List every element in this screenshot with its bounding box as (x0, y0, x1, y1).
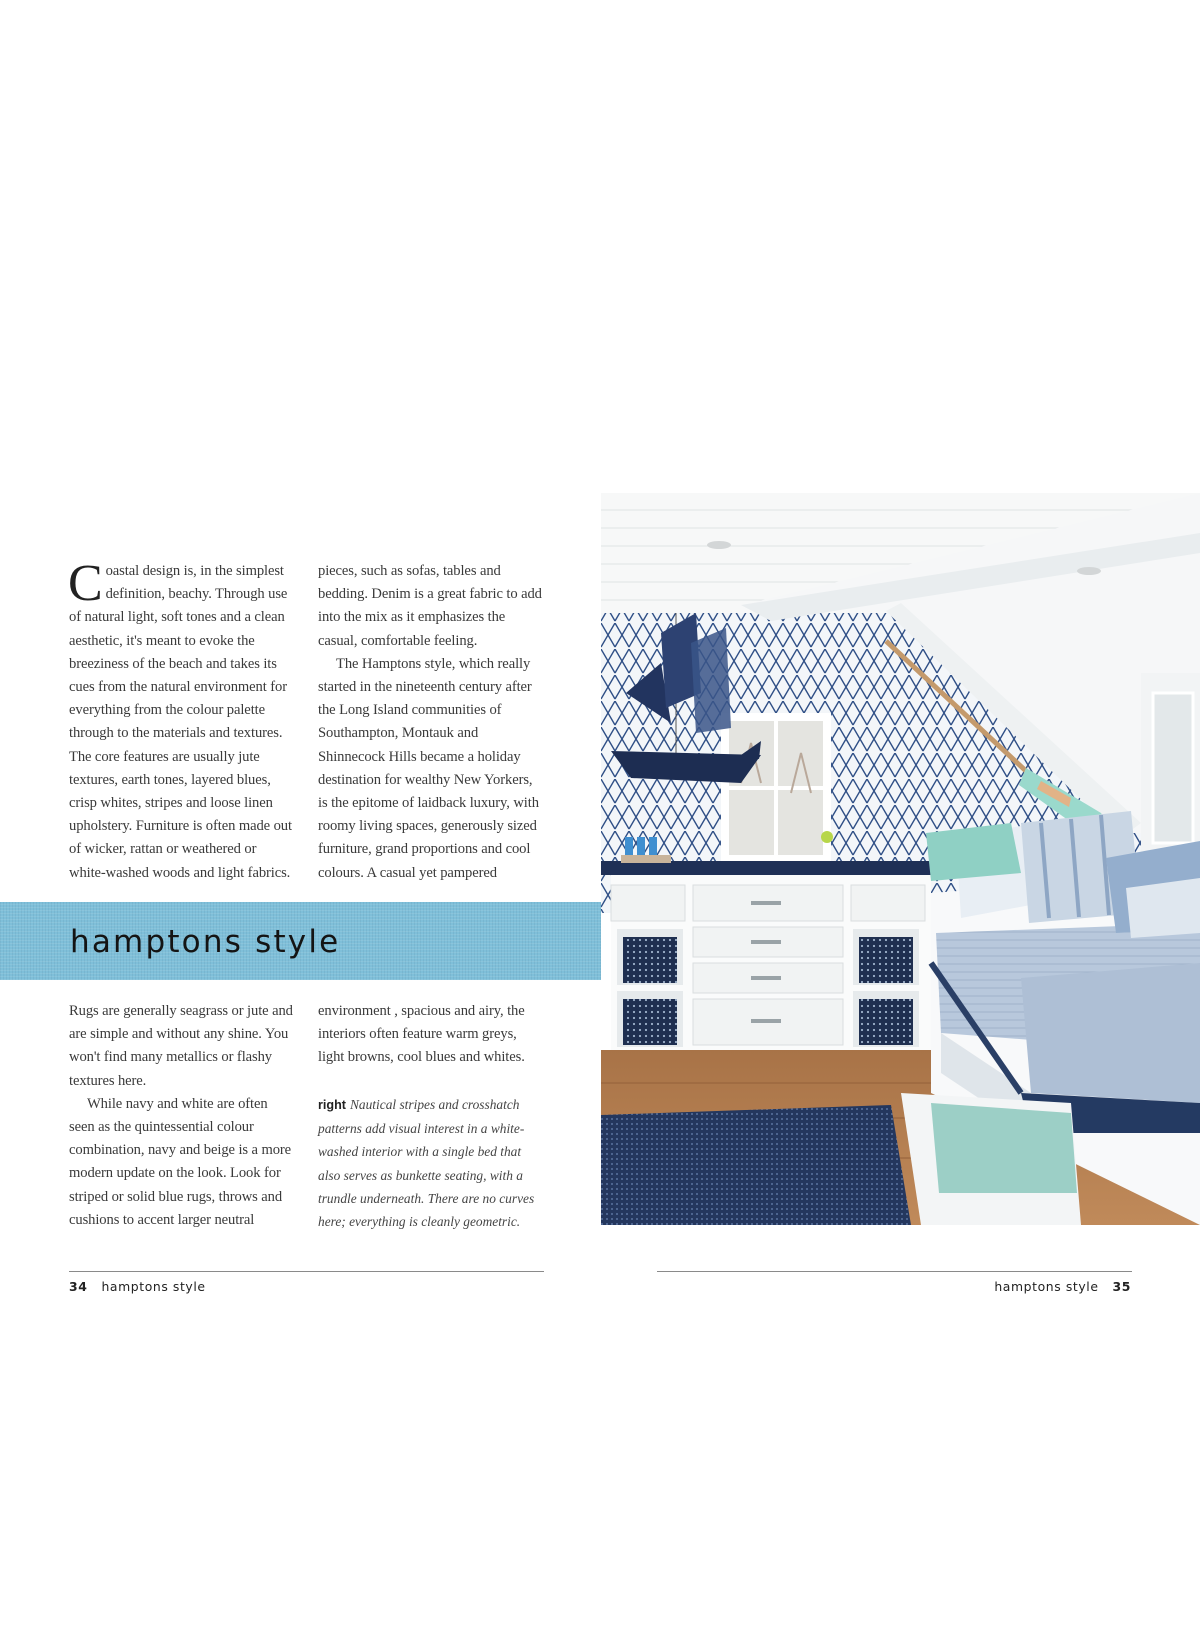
intro-paragraph-3: The Hamptons style, which really started in the nineteenth century after the Long Island communities of Southampton, Montauk and Shinnecock Hills became a holiday destination for wealthy New Yorkers, is the epitome of laidback luxury, with roomy living spaces, generously sized furniture, grand proportions and cool colours. A casual yet pampered (318, 655, 539, 881)
bedroom-photo (601, 493, 1200, 1225)
folio-left (69, 1279, 206, 1294)
intro-paragraph-2: pieces, such as sofas, tables and bedding. Denim is a great fabric to add into the mix as it emphasizes the casual, comfortable feeling. (318, 563, 542, 649)
photo-caption (318, 1093, 544, 1233)
section-title-band (0, 902, 601, 980)
intro-column-2 (318, 560, 544, 885)
body-paragraph-3: environment , spacious and airy, the interiors often feature warm greys, light browns, cool blues and whites. (318, 1003, 525, 1066)
drop-cap: C (68, 555, 103, 612)
running-title-left: hamptons style (101, 1279, 206, 1294)
body-column-2 (318, 1000, 544, 1070)
running-title-right: hamptons style (994, 1279, 1099, 1294)
caption-text: Nautical stripes and crosshatch patterns add visual interest in a white-washed interior with a single bed that also serves as bunkette seating, with a trundle underneath. There are no curves here; everything is cleanly geometric. (318, 1097, 535, 1230)
page-number-right: 35 (1112, 1279, 1131, 1294)
intro-paragraph-1: oastal design is, in the simplest definition, beachy. Through use of natural light, soft tones and a clean aesthetic, it's meant to evoke the breeziness of the beach and takes its cues from the natural environment for everything from the colour palette through to the materials and textures. The core features are usually jute textures, earth tones, layered blues, crisp whites, stripes and loose linen upholstery. Furniture is often made out of wicker, rattan or weathered or white-washed woods and light fabrics. (69, 563, 292, 881)
section-title: hamptons style (70, 924, 341, 960)
body-column-1 (69, 1000, 295, 1232)
folio-right (994, 1279, 1131, 1294)
body-paragraph-2: While navy and white are often seen as the quintessential colour combination, navy and beige is a more modern update on the look. Look for striped or solid blue rugs, throws and cushions to accent larger neutral (69, 1095, 292, 1228)
footer-rule-right (657, 1271, 1132, 1272)
body-paragraph-1: Rugs are generally seagrass or jute and are simple and without any shine. You won't find many metallics or flashy textures here. (69, 1003, 293, 1089)
caption-lead: right (318, 1098, 346, 1112)
intro-column-1 (68, 555, 295, 885)
footer-rule-left (69, 1271, 544, 1272)
page-number-left: 34 (69, 1279, 88, 1294)
